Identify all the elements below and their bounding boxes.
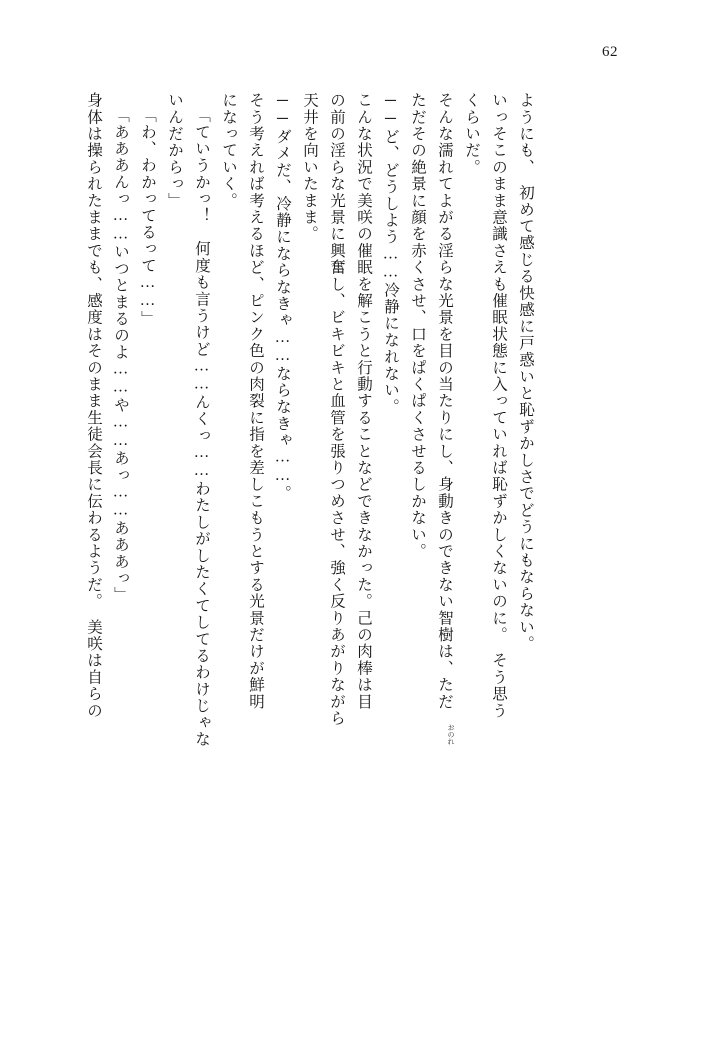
text-column: ようにも、 初めて感じる快感に戸惑いと恥ずかしさでどうにもならない。 bbox=[517, 92, 534, 653]
text-column: ただその絶景に顔を赤くさせ、口をぱくぱくさせるしかない。 bbox=[409, 92, 426, 560]
text-column: 「あああんっ……いつとまるのよ……や……あっ……あああっ」 bbox=[112, 107, 129, 604]
text-column: いんだからっ」 bbox=[166, 92, 183, 209]
text-column: いっそこのまま意識さえも催眠状態に入っていれば恥ずかしくないのに。 そう思う bbox=[490, 92, 507, 719]
text-column: そんな濡れてよがる淫らな光景を目の当たりにし、身動きのできない智樹は、ただ bbox=[436, 92, 453, 710]
page-number: 62 bbox=[602, 44, 618, 60]
text-column: になっていく。 bbox=[220, 92, 237, 209]
text-column: 天井を向いたまま。 bbox=[301, 92, 318, 243]
text-column: そう考えれば考えるほど、ピンク色の肉裂に指を差しこもうとする光景だけが鮮明 bbox=[247, 92, 264, 710]
text-column: の前の淫らな光景に興奮し、ビキビキと血管を張りつめさせ、強く反りあがりながら bbox=[328, 92, 345, 727]
vertical-text-body bbox=[74, 92, 626, 952]
ruby-annotation: おのれ bbox=[447, 724, 455, 745]
text-column: ──ダメだ、冷静にならなきゃ……ならなきゃ……。 bbox=[274, 92, 291, 502]
text-column: くらいだ。 bbox=[463, 92, 480, 176]
text-column: 「ていうかっ！ 何度も言うけど……んくっ……わたしがしたくてしてるわけじゃな bbox=[193, 107, 210, 748]
text-column: 身体は操られたままでも、感度はそのまま生徒会長に伝わるようだ。 美咲は自らの bbox=[85, 92, 102, 719]
text-column: ──ど、どうしよう……冷静になれない。 bbox=[382, 92, 399, 416]
text-column: こんな状況で美咲の催眠を解こうと行動することなどできなかった。己の肉棒は目 bbox=[355, 92, 372, 710]
text-column: 「わ、わかってるって……」 bbox=[139, 107, 156, 328]
